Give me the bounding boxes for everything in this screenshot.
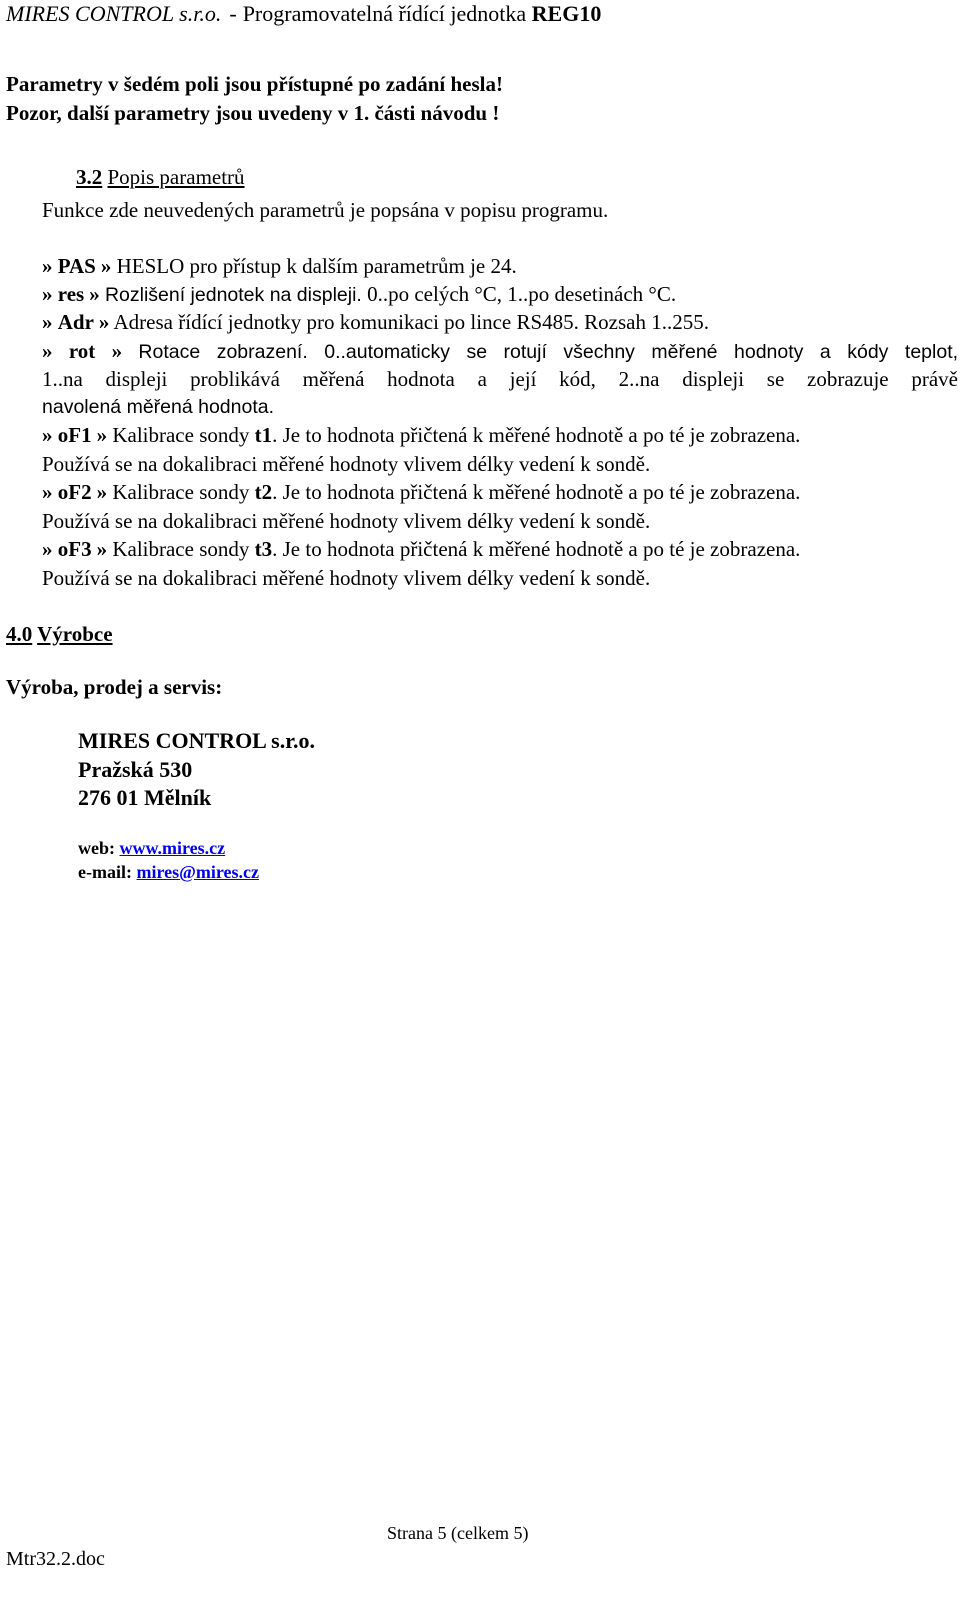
param-pas-marker-close: » — [100, 254, 112, 278]
param-rot-text-b: .automaticky se rotují všechny měřené hodnoty a kódy teplot, — [340, 341, 959, 363]
param-rot-line3: navolená měřená hodnota. — [42, 396, 275, 418]
param-of2-code: oF2 — [57, 480, 92, 504]
address-street: Pražská 530 — [78, 757, 193, 782]
section-3-2-title: Popis parametrů — [107, 165, 245, 189]
param-pas — [42, 252, 517, 280]
param-of2-marker-close: » — [96, 480, 108, 504]
param-res-marker-open: » — [42, 282, 53, 306]
param-res-text: Rozlišení jednotek na displeji. — [104, 284, 362, 306]
section-3-2-heading — [76, 163, 245, 191]
section-4-0-subtitle: Výroba, prodej a servis: — [6, 675, 223, 699]
contact-email-label: e-mail: — [78, 862, 132, 882]
contact-email-link[interactable]: mires@mires.cz — [136, 862, 260, 882]
param-of1-code: oF1 — [57, 423, 92, 447]
section-4-0-title: Výrobce — [37, 622, 113, 646]
param-rot-line2: 1..na displeji problikává měřená hodnota a její kód, 2..na displeji se zobrazuje právě — [42, 367, 958, 391]
param-of2 — [42, 478, 800, 506]
param-pas-marker-open: » — [42, 254, 53, 278]
param-adr-marker-close: » — [98, 310, 110, 334]
param-rot-code: rot — [68, 339, 96, 363]
header-model: REG10 — [531, 1, 602, 26]
contact-email — [78, 860, 259, 884]
footer-page-number: Strana 5 (celkem 5) — [387, 1523, 529, 1543]
section-4-0-heading — [6, 620, 113, 648]
warning-password: Parametry v šedém poli jsou přístupné po zadání hesla! — [6, 72, 504, 96]
param-of2-text-a: Kalibrace sondy — [112, 480, 250, 504]
address-company: MIRES CONTROL s.r.o. — [78, 728, 315, 753]
warning-other-params: Pozor, další parametry jsou uvedeny v 1. části návodu ! — [6, 101, 500, 125]
param-of3-marker-open: » — [42, 537, 53, 561]
param-of1-marker-open: » — [42, 423, 53, 447]
param-res-text2: 0..po celých °C, 1..po desetinách °C. — [367, 282, 677, 306]
contact-web-label: web: — [78, 838, 115, 858]
param-of1-marker-close: » — [96, 423, 108, 447]
param-rot-marker-open: » — [42, 339, 53, 363]
param-rot-marker-close: » — [111, 339, 123, 363]
param-of2-sensor: t2 — [254, 480, 273, 504]
param-pas-text: HESLO pro přístup k dalším parametrům je 24. — [116, 254, 517, 278]
param-of3-code: oF3 — [57, 537, 92, 561]
param-res-marker-close: » — [89, 282, 100, 306]
param-of2-marker-open: » — [42, 480, 53, 504]
param-of3-text-b: . Je to hodnota přičtená k měřené hodnotě a po té je zobrazena. — [272, 537, 801, 561]
param-adr-code: Adr — [57, 310, 94, 334]
param-of3-marker-close: » — [96, 537, 108, 561]
section-4-0-number: 4.0 — [6, 622, 33, 646]
param-of3-sensor: t3 — [254, 537, 273, 561]
contact-web-link[interactable]: www.mires.cz — [119, 838, 226, 858]
param-of1-text-a: Kalibrace sondy — [112, 423, 250, 447]
param-rot-text-a: Rotace zobrazení. 0. — [138, 341, 341, 363]
param-pas-code: PAS — [57, 254, 96, 278]
param-of3 — [42, 535, 800, 563]
param-of2-line2: Používá se na dokalibraci měřené hodnoty vlivem délky vedení k sondě. — [42, 509, 651, 533]
param-of1 — [42, 421, 800, 449]
param-adr-marker-open: » — [42, 310, 53, 334]
param-of3-line2: Používá se na dokalibraci měřené hodnoty vlivem délky vedení k sondě. — [42, 566, 651, 590]
address-city: 276 01 Mělník — [78, 785, 212, 810]
page-header — [6, 0, 601, 28]
param-rot-line1 — [42, 337, 958, 366]
section-3-2-number: 3.2 — [76, 165, 103, 189]
param-adr — [42, 308, 709, 336]
footer-doc-name: Mtr32.2.doc — [6, 1548, 105, 1570]
param-res-code: res — [57, 282, 85, 306]
header-title: Programovatelná řídící jednotka — [242, 1, 527, 26]
param-of3-text-a: Kalibrace sondy — [112, 537, 250, 561]
header-company: MIRES CONTROL s.r.o. — [6, 1, 222, 26]
header-separator: - — [229, 1, 237, 26]
param-of1-sensor: t1 — [254, 423, 273, 447]
param-adr-text: Adresa řídící jednotky pro komunikaci po lince RS485. Rozsah 1..255. — [113, 310, 710, 334]
param-res — [42, 280, 676, 309]
param-of2-text-b: . Je to hodnota přičtená k měřené hodnotě a po té je zobrazena. — [272, 480, 801, 504]
section-3-2-intro: Funkce zde neuvedených parametrů je popsána v popisu programu. — [42, 198, 609, 222]
contact-web — [78, 836, 225, 860]
param-of1-line2: Používá se na dokalibraci měřené hodnoty vlivem délky vedení k sondě. — [42, 452, 651, 476]
param-of1-text-b: . Je to hodnota přičtená k měřené hodnotě a po té je zobrazena. — [272, 423, 801, 447]
